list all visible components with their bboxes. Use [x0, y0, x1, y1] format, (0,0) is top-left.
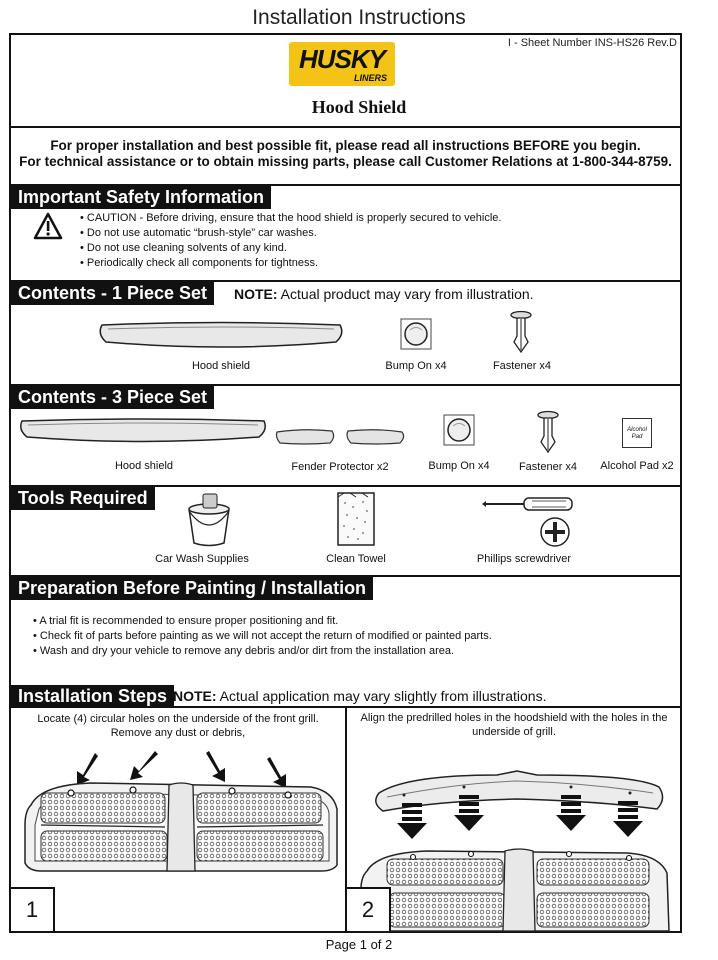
- prep-heading: Preparation Before Painting / Installation: [11, 577, 373, 600]
- document-title: Installation Instructions: [252, 6, 466, 29]
- step-2-caption: [347, 711, 681, 739]
- label-clean-towel: Clean Towel: [326, 553, 386, 565]
- towel-icon: [336, 491, 376, 547]
- step-2-line-2: underside of grill.: [472, 726, 556, 738]
- safety-heading: Important Safety Information: [11, 186, 271, 209]
- contents-3-heading: Contents - 3 Piece Set: [11, 386, 214, 409]
- contents-1-note: [234, 286, 534, 302]
- notice-line-2: For technical assistance or to obtain missing parts, please call Customer Relations at 1-800-344-8759.: [19, 154, 672, 169]
- step-2-install-illustration: [347, 765, 681, 931]
- label-bump-on: Bump On x4: [385, 360, 447, 372]
- divider: [9, 126, 682, 128]
- sheet-number: I - Sheet Number INS-HS26 Rev.D: [507, 37, 677, 49]
- fastener-image: [536, 410, 560, 454]
- step-1-line-2: Remove any dust or debris,: [110, 727, 246, 739]
- notice-line-1: For proper installation and best possible fit, please read all instructions BEFORE you begin.: [50, 138, 641, 153]
- safety-list: [80, 211, 501, 271]
- steps-heading: Installation Steps: [11, 685, 174, 708]
- warning-icon: [33, 212, 63, 240]
- step-1-grill-illustration: [11, 745, 345, 931]
- alcohol-pad-image: Alcohol Pad: [622, 418, 652, 448]
- hood-shield-image: [18, 416, 268, 446]
- list-item: • CAUTION - Before driving, ensure that the hood shield is properly secured to vehicle.: [80, 211, 501, 226]
- prep-list: [33, 614, 492, 659]
- label-hood-shield: Hood shield: [114, 460, 174, 472]
- contents-1-heading: Contents - 1 Piece Set: [11, 282, 214, 305]
- tools-heading: Tools Required: [11, 487, 155, 510]
- screwdriver-icon: [482, 494, 574, 548]
- note-text: Actual application may vary slightly from illustrations.: [216, 688, 547, 704]
- step-2-number: 2: [347, 887, 391, 931]
- husky-liners-logo: [289, 42, 395, 86]
- step-1-caption: [11, 712, 345, 740]
- fastener-image: [509, 310, 533, 354]
- bucket-icon: [184, 491, 234, 549]
- label-fastener: Fastener x4: [492, 360, 552, 372]
- label-fastener: Fastener x4: [518, 461, 578, 473]
- logo-sub: LINERS: [353, 73, 387, 83]
- label-fender-protector: Fender Protector x2: [291, 461, 389, 473]
- label-bump-on: Bump On x4: [428, 460, 490, 472]
- label-car-wash-supplies: Car Wash Supplies: [155, 553, 249, 565]
- note-label: NOTE:: [234, 286, 278, 302]
- note-text: Actual product may vary from illustration.: [277, 286, 534, 302]
- steps-note: [173, 688, 546, 704]
- list-item: • Wash and dry your vehicle to remove any debris and/or dirt from the installation area.: [33, 644, 492, 659]
- list-item: • Do not use cleaning solvents of any kind.: [80, 241, 501, 256]
- list-item: • Do not use automatic “brush-style” car washes.: [80, 226, 501, 241]
- label-alcohol-pad: Alcohol Pad x2: [600, 460, 674, 472]
- page-number: Page 1 of 2: [325, 937, 393, 952]
- bump-on-image: [443, 414, 475, 446]
- step-2-line-1: Align the predrilled holes in the hoodshield with the holes in the: [360, 712, 668, 724]
- step-1-line-1: Locate (4) circular holes on the underside of the front grill.: [37, 713, 319, 725]
- list-item: • A trial fit is recommended to ensure proper positioning and fit.: [33, 614, 492, 629]
- fender-protector-image: [274, 428, 338, 446]
- label-phillips-screwdriver: Phillips screwdriver: [476, 553, 572, 565]
- fender-protector-image: [344, 428, 408, 446]
- step-1-number: 1: [11, 887, 55, 931]
- logo-brand: HUSKY: [298, 44, 385, 74]
- list-item: • Periodically check all components for tightness.: [80, 256, 501, 271]
- product-name: Hood Shield: [311, 97, 407, 117]
- note-label: NOTE:: [173, 688, 217, 704]
- list-item: • Check fit of parts before painting as we will not accept the return of modified or painted parts.: [33, 629, 492, 644]
- hood-shield-image: [96, 320, 346, 352]
- bump-on-image: [400, 318, 432, 350]
- label-hood-shield: Hood shield: [191, 360, 251, 372]
